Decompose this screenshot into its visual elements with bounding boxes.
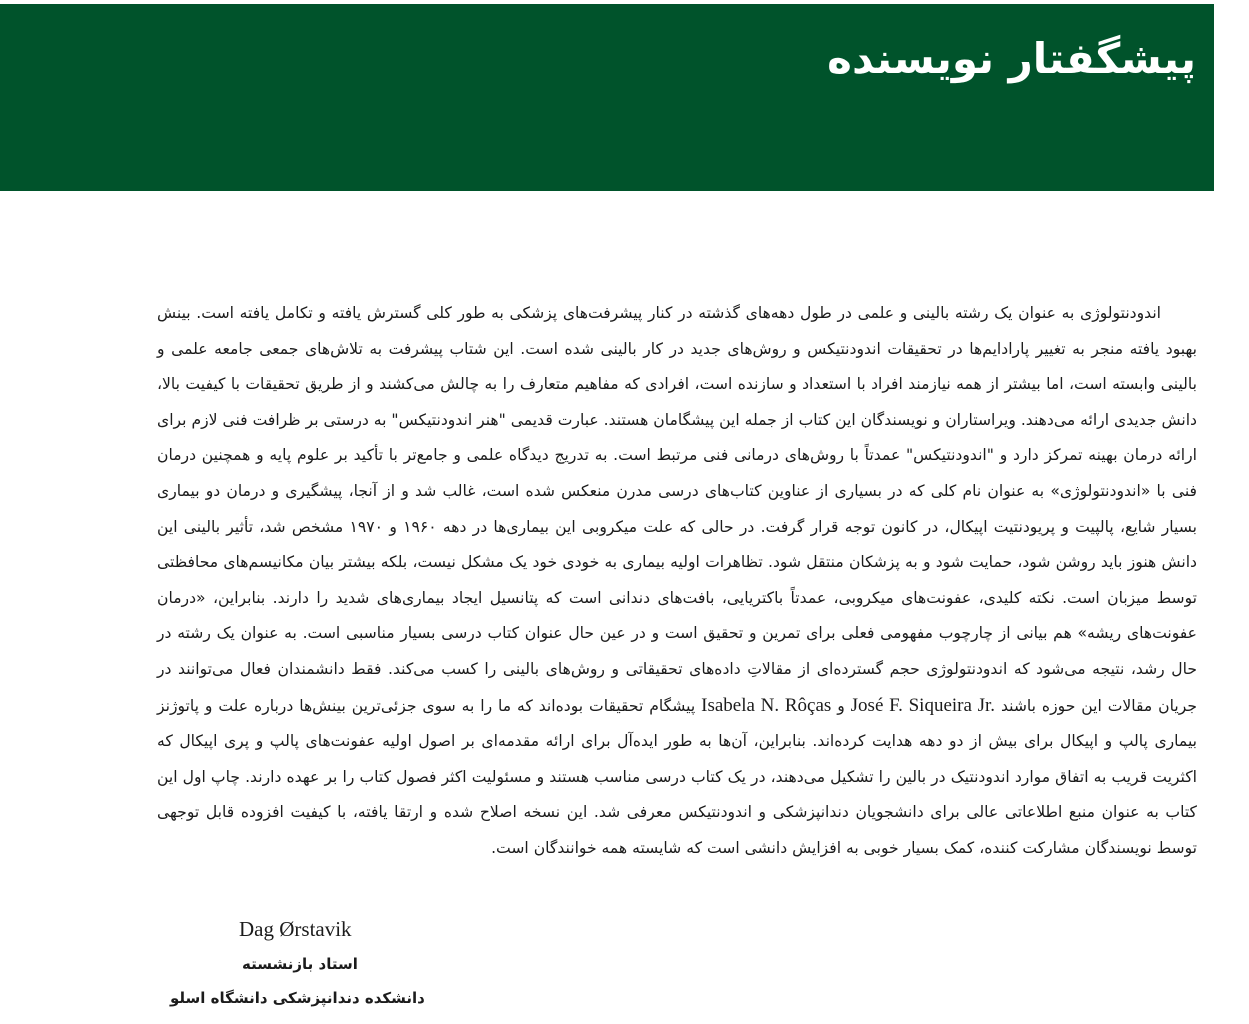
signature-title: استاد بازنشسته: [242, 955, 358, 973]
author-name-siqueira: José F. Siqueira Jr.: [850, 694, 996, 716]
page-title: پیشگفتار نویسنده: [827, 34, 1196, 83]
author-name-rocas: Isabela N. Rôças: [701, 694, 832, 716]
header-banner: [0, 4, 1214, 191]
signature-affiliation: دانشکده دندانپزشکی دانشگاه اسلو: [170, 989, 425, 1007]
signature-name: Dag Ørstavik: [239, 917, 352, 941]
preface-text-part2: پیشگام تحقیقات بوده‌اند که ما را به سوی جزئی‌ترین بینش‌ها درباره علت و پاتوژنز بیماری پالپ و اپیکال برای بیش از دو دهه هدایت کرده‌اند. بنابراین، آن‌ها به طور ایده‌آل برای ارائه مقدمه‌ای بر اصول اولیه عفونت‌های پالپ و پری اپیکال که اکثریت قریب به اتفاق موارد اندودنتیک در بالین را تشکیل می‌دهند، در یک کتاب درسی مناسب هستند و مسئولیت اکثر فصول کتاب را بر عهده دارند. چاپ اول این کتاب به عنوان منبع اطلاعاتی عالی برای دانشجویان دندانپزشکی و اندودنتیکس معرفی شد. این نسخه اصلاح شده و ارتقا یافته، با کیفیت افزوده قابل توجهی توسط نویسندگان مشارکت کننده، کمک بسیار خوبی به افزایش دانشی است که شایسته همه خوانندگان است.: [157, 696, 1197, 857]
preface-paragraph: [157, 296, 1197, 867]
conjunction-and: و: [831, 696, 851, 715]
preface-text-part1: اندودنتولوژی به عنوان یک رشته بالینی و علمی در طول دهه‌های گذشته در کنار پیشرفت‌های پزشکی به طور کلی گسترش یافته و تکامل یافته است. بینش بهبود یافته منجر به تغییر پارادایم‌ها در تحقیقات اندودنتیکس و روش‌های جدید در کار بالینی شده است. این شتاب پیشرفت به تلاش‌های جمعی جامعه علمی و بالینی وابسته است، اما بیشتر از همه نیازمند افراد با استعداد و سازنده است، افرادی که مفاهیم متعارف را به چالش می‌کشند و از طریق تحقیقات با کیفیت بالا، دانش جدیدی ارائه می‌دهند. ویراستاران و نویسندگان این کتاب از جمله این پیشگامان هستند. عبارت قدیمی "هنر اندودنتیکس" به درستی بر ظرافت فنی لازم برای ارائه درمان بهینه تمرکز دارد و "اندودنتیکس" عمدتاً با روش‌های درمانی فنی مرتبط است. به تدریج دیدگاه علمی و جامع‌تر با تأکید بر علوم پایه و همچنین درمان فنی با «اندودنتولوژی» به عنوان نام کلی که در بسیاری از عناوین کتاب‌های درسی مدرن منعکس شده است، غالب شد و از آنجا، پیشگیری و درمان دو بیماری بسیار شایع، پالپیت و پریودنتیت اپیکال، در کانون توجه قرار گرفت. در حالی که علت میکروبی این بیماری‌ها در دهه ۱۹۶۰ و ۱۹۷۰ مشخص شد، تأثیر بالینی این دانش هنوز باید روشن شود، حمایت شود و به پزشکان منتقل شود. تظاهرات اولیه بیماری به خودی خود یک مشکل نیست، بلکه بیشتر بیان مکانیسم‌های محافظتی توسط میزبان است. نکته کلیدی، عفونت‌های میکروبی، عمدتاً باکتریایی، بافت‌های دندانی است که پتانسیل ایجاد بیماری‌های شدید را دارند. بنابراین، «درمان عفونت‌های ریشه» هم بیانی از چارچوب مفهومی فعلی برای تمرین و تحقیق است و در عین حال عنوان کتاب درسی بسیار مناسبی است. به عنوان یک رشته در حال رشد، نتیجه می‌شود که اندودنتولوژی حجم گسترده‌ای از مقالاتِ داده‌های تحقیقاتی و روش‌های بالینی را کسب می‌کند. فقط دانشمندان فعال می‌توانند در جریان مقالات این حوزه باشند: [157, 304, 1197, 715]
preface-text: [157, 296, 1197, 867]
